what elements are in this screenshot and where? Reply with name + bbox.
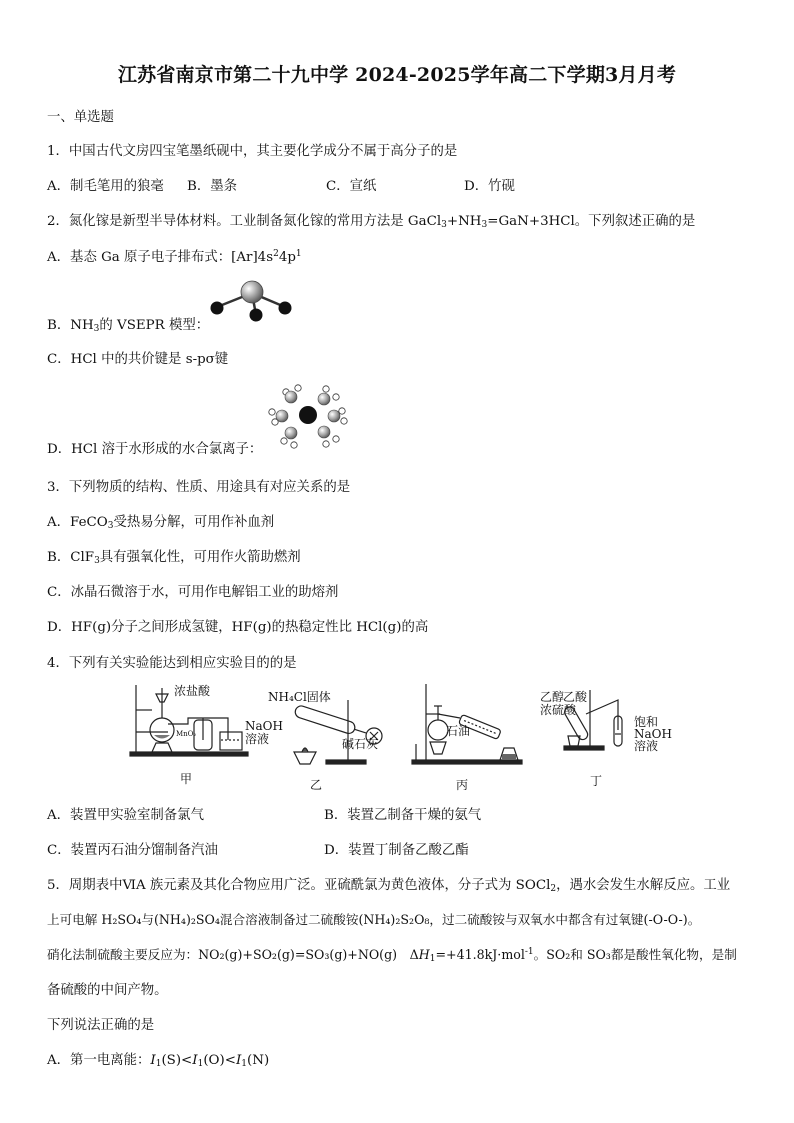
jia-mno2-label: MnO₂ (176, 730, 197, 738)
q3-option-b: B．ClF$_3$具有强氧化性，可用作火箭助燃剂 (47, 550, 301, 566)
ding-sulfuric-label: 浓硫酸 (540, 703, 577, 717)
yi-solid-label: NH₄Cl固体 (268, 690, 331, 704)
apparatus-yi (286, 700, 396, 770)
q4-option-d: D．装置丁制备乙酸乙酯 (324, 843, 469, 858)
q3-option-c: C．冰晶石微溶于水，可用作电解铝工业的助熔剂 (47, 585, 339, 600)
hydrated-chloride-image (266, 383, 351, 448)
q5-line-1: 5．周期表中ⅥA 族元素及其化合物应用广泛。亚硫酰氯为黄色液体，分子式为 SOCl$_2$，遇水会发生水解反应。工业 (47, 878, 731, 894)
caption-ding: 丁 (590, 774, 603, 788)
jia-acid-label: 浓盐酸 (174, 684, 211, 698)
q2-stem: 2．氮化镓是新型半导体材料。工业制备氮化镓的常用方法是 $GaCl_3+NH_3=GaN+3HCl$。下列叙述正确的是 (47, 214, 696, 230)
ding-naoh-label: 饱和 NaOH 溶液 (634, 715, 672, 753)
caption-yi: 乙 (310, 778, 323, 792)
q1-option-a: A．制毛笔用的狼毫 (47, 179, 164, 194)
page-title: 江苏省南京市第二十九中学 2024-2025学年高二下学期3月月考 (117, 64, 677, 86)
q5-option-a: A．第一电离能：$I_1(S)<I_1(O)<I_1(N)$ (47, 1053, 270, 1069)
q4-option-b: B．装置乙制备干燥的氨气 (324, 808, 482, 823)
caption-bing: 丙 (456, 778, 469, 792)
ding-acetic-label: 乙酸 (563, 690, 588, 704)
q4-option-a: A．装置甲实验室制备氯气 (47, 808, 204, 823)
bing-oil-label: 石油 (446, 724, 471, 738)
q2-option-d: D．HCl 溶于水形成的水合氯离子： (47, 442, 263, 457)
section-heading: 一、单选题 (47, 110, 114, 125)
q1-stem: 1．中国古代文房四宝笔墨纸砚中，其主要化学成分不属于高分子的是 (47, 144, 458, 159)
q2-option-c: C．HCl 中的共价键是 s-pσ键 (47, 352, 229, 367)
q1-option-d: D．竹砚 (464, 179, 515, 194)
q5-line-2: 上可电解 H₂SO₄与(NH₄)₂SO₄混合溶液制备过二硫酸铵(NH₄)₂S₂O₈，过二硫酸铵与双氧水中都含有过氧键(-O-O-)。 (47, 912, 701, 927)
caption-jia: 甲 (180, 772, 193, 786)
vsepr-model-image (200, 278, 300, 328)
yi-lime-label: 碱石灰 (342, 737, 379, 751)
q3-stem: 3．下列物质的结构、性质、用途具有对应关系的是 (47, 480, 351, 495)
jia-naoh-label: NaOH 溶液 (245, 719, 283, 746)
q4-stem: 4．下列有关实验能达到相应实验目的的是 (47, 656, 297, 671)
q5-line-4: 备硫酸的中间产物。 (47, 983, 168, 998)
q5-line-3: 硝化法制硫酸主要反应为：NO₂(g)+SO₂(g)=SO₃(g)+NO(g) $\Delta H_1=+41.8kJ\cdot mol^{-1}$。SO₂和 SO₃都是酸性氧化物，是制 (47, 947, 737, 964)
ding-ethanol-label: 乙醇 (540, 690, 565, 704)
q3-option-d: D．HF(g)分子之间形成氢键，HF(g)的热稳定性比 HCl(g)的高 (47, 620, 429, 635)
q3-option-a: A．FeCO$_3$受热易分解，可用作补血剂 (47, 515, 275, 531)
q1-option-c: C．宣纸 (326, 179, 377, 194)
q4-option-c: C．装置丙石油分馏制备汽油 (47, 843, 218, 858)
q1-option-b: B．墨条 (187, 179, 238, 194)
q5-line-5: 下列说法正确的是 (47, 1018, 155, 1033)
q2-option-a: A．基态 Ga 原子电子排布式：$[Ar]4s^24p^1$ (47, 249, 302, 265)
q2-option-b: B．$NH_3$的 VSEPR 模型： (47, 318, 210, 334)
